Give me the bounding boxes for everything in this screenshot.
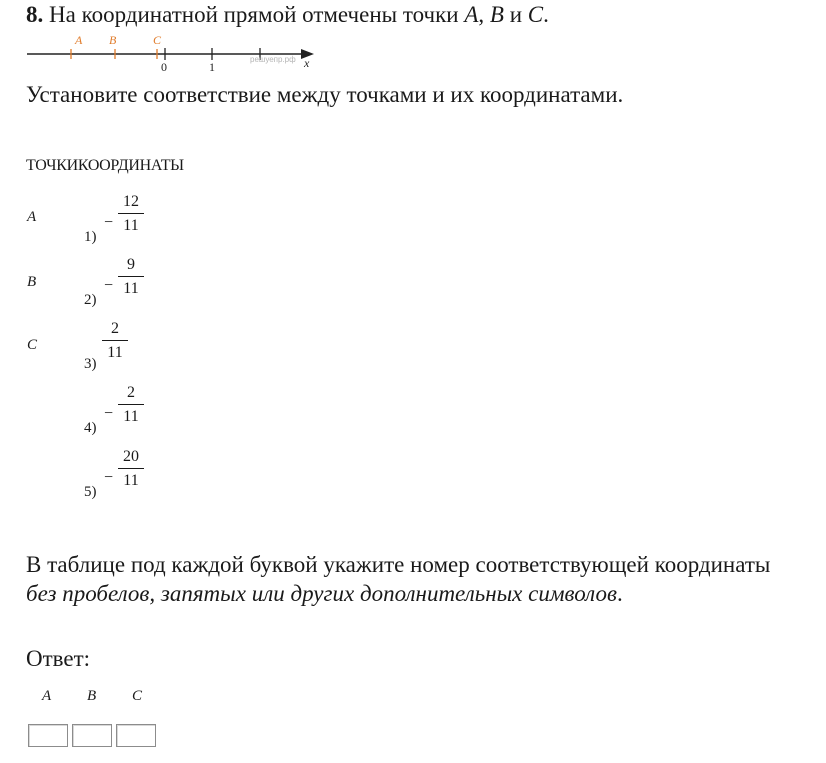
point-label-a: A [27,209,37,225]
option-index: 2) [84,292,97,308]
points-header: ТОЧКИ [26,157,78,174]
coords-header: КООРДИНАТЫ [77,157,184,174]
option-sign: − [104,214,114,231]
option-fraction [119,193,143,235]
answer-letter-b: B [87,688,97,704]
option-3 [84,320,164,380]
hint-italic: без пробелов, запятых или других дополнительных символов [26,581,617,606]
fraction-bar [102,340,128,341]
question-text: На координатной прямой отмечены точки [49,2,465,27]
option-fraction [119,256,143,298]
answer-box-b[interactable] [72,724,112,747]
option-2 [84,256,164,316]
option-index: 4) [84,420,97,436]
option-fraction [119,448,143,490]
fraction-bar [118,468,144,469]
option-5 [84,448,164,508]
answer-label: Ответ: [26,646,91,671]
option-1 [84,193,164,253]
point-c-label: C [153,33,162,47]
tick-label-one: 1 [209,60,215,74]
hint-end: . [616,581,623,606]
question-separator: , [478,2,490,27]
watermark: решуепр.рф [250,55,296,64]
number-line [22,30,322,74]
point-label-c: C [27,337,38,353]
answer-letter-a: A [42,688,52,704]
option-numerator: 20 [123,448,139,465]
option-numerator: 2 [111,320,119,337]
fraction-bar [118,276,144,277]
tick-label-zero: 0 [161,60,167,74]
point-label-b: B [27,274,37,290]
axis-label-x: x [304,56,310,70]
option-sign: − [104,405,114,422]
question-title [26,2,549,28]
option-denominator: 11 [123,217,139,234]
option-index: 5) [84,484,97,500]
question-point-b: B [489,2,504,27]
option-sign: − [104,469,114,486]
option-4 [84,384,164,444]
question-point-a: A [464,2,479,27]
option-denominator: 11 [123,280,139,297]
question-conjunction: и [503,2,528,27]
option-fraction [103,320,127,362]
question-point-c: C [527,2,544,27]
point-b-label: B [109,33,117,47]
question-end: . [543,2,549,27]
instruction: Установите соответствие между точками и их координатами. [26,82,624,107]
option-denominator: 11 [107,344,123,361]
option-index: 3) [84,356,97,372]
answer-box-c[interactable] [116,724,156,747]
answer-hint [26,550,786,608]
answer-box-a[interactable] [28,724,68,747]
option-numerator: 9 [127,256,135,273]
option-denominator: 11 [123,408,139,425]
point-a-label: A [75,33,83,47]
option-sign: − [104,277,114,294]
answer-letter-c: C [132,688,143,704]
column-headers [26,157,184,175]
question-number: 8. [26,2,44,27]
option-fraction [119,384,143,426]
option-numerator: 2 [127,384,135,401]
fraction-bar [118,213,144,214]
option-numerator: 12 [123,193,139,210]
option-index: 1) [84,229,97,245]
hint-text: В таблице под каждой буквой укажите номер соответствующей координаты [26,552,771,577]
option-denominator: 11 [123,472,139,489]
fraction-bar [118,404,144,405]
